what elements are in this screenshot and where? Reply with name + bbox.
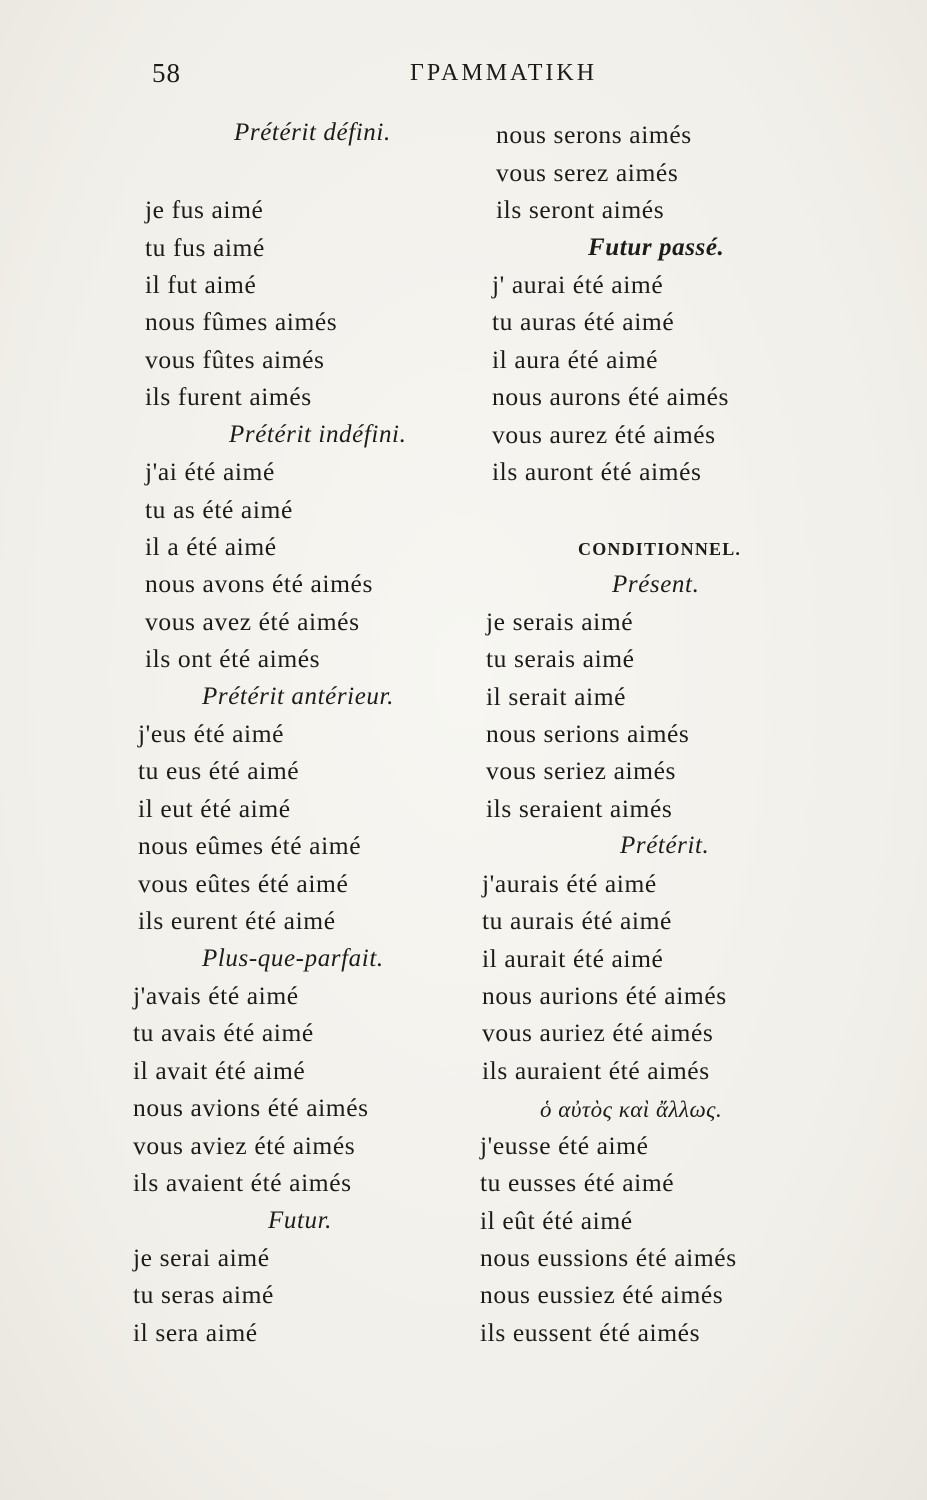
conjugation-line: vous auriez été aimés: [482, 1018, 714, 1047]
conjugation-line: vous aurez été aimés: [492, 420, 716, 449]
conjugation-line: nous avions été aimés: [133, 1093, 369, 1122]
conjugation-line: ils auraient été aimés: [482, 1056, 710, 1085]
heading-preterit-indefini: Prétérit indéfini.: [229, 421, 407, 448]
conjugation-line: j'aurais été aimé: [482, 869, 657, 898]
conjugation-line: vous serez aimés: [496, 158, 679, 187]
conjugation-line: nous eussions été aimés: [480, 1243, 737, 1272]
conjugation-line: il eût été aimé: [480, 1206, 633, 1235]
conjugation-line: ils eussent été aimés: [480, 1318, 701, 1347]
heading-conditionnel: CONDITIONNEL.: [578, 539, 742, 559]
conjugation-line: nous serons aimés: [496, 120, 692, 149]
heading-preterit-defini: Prétérit défini.: [234, 119, 391, 146]
heading-futur-passe: Futur passé.: [588, 234, 725, 261]
conjugation-line: il a été aimé: [145, 532, 277, 561]
conjugation-line: il eut été aimé: [138, 794, 291, 823]
conjugation-line: nous fûmes aimés: [145, 307, 338, 336]
conjugation-line: vous eûtes été aimé: [138, 869, 349, 898]
conjugation-line: il aurait été aimé: [482, 944, 664, 973]
conjugation-line: je serai aimé: [133, 1243, 270, 1272]
conjugation-line: vous avez été aimés: [145, 607, 360, 636]
conjugation-line: il avait été aimé: [133, 1056, 306, 1085]
conjugation-line: ils eurent été aimé: [138, 906, 336, 935]
conjugation-line: je serais aimé: [486, 607, 634, 636]
running-head: ΓΡΑΜΜΑΤΙΚΗ: [410, 60, 598, 86]
conjugation-line: tu as été aimé: [145, 495, 293, 524]
conjugation-line: j'avais été aimé: [133, 981, 299, 1010]
conjugation-line: il fut aimé: [145, 270, 257, 299]
conjugation-line: tu avais été aimé: [133, 1018, 314, 1047]
conjugation-line: vous aviez été aimés: [133, 1131, 356, 1160]
conjugation-line: ils furent aimés: [145, 382, 312, 411]
conjugation-line: tu serais aimé: [486, 644, 635, 673]
conjugation-line: vous fûtes aimés: [145, 345, 325, 374]
heading-autos-kai-allos: ὁ αὐτὸς καὶ ἄλλως.: [540, 1097, 723, 1122]
heading-preterit: Prétérit.: [620, 832, 710, 859]
conjugation-line: ils avaient été aimés: [133, 1168, 352, 1197]
conjugation-line: tu fus aimé: [145, 233, 265, 262]
heading-futur: Futur.: [268, 1207, 333, 1234]
conjugation-line: ils seraient aimés: [486, 794, 673, 823]
conjugation-line: nous aurons été aimés: [492, 382, 730, 411]
conjugation-line: tu auras été aimé: [492, 307, 675, 336]
conjugation-line: vous seriez aimés: [486, 756, 677, 785]
conjugation-line: je fus aimé: [145, 195, 264, 224]
conjugation-line: j' aurai été aimé: [492, 270, 664, 299]
heading-plus-que-parfait: Plus-que-parfait.: [202, 945, 384, 972]
conjugation-line: ils seront aimés: [496, 195, 665, 224]
conjugation-line: nous aurions été aimés: [482, 981, 727, 1010]
conjugation-line: nous eussiez été aimés: [480, 1280, 724, 1309]
conjugation-line: ils ont été aimés: [145, 644, 321, 673]
conjugation-line: il sera aimé: [133, 1318, 258, 1347]
conjugation-line: tu eus été aimé: [138, 756, 300, 785]
heading-preterit-anterieur: Prétérit antérieur.: [202, 683, 394, 710]
conjugation-line: j'eus été aimé: [138, 719, 285, 748]
conjugation-line: nous serions aimés: [486, 719, 690, 748]
conjugation-line: ils auront été aimés: [492, 457, 702, 486]
conjugation-line: tu aurais été aimé: [482, 906, 672, 935]
conjugation-line: tu seras aimé: [133, 1280, 274, 1309]
conjugation-line: j'eusse été aimé: [480, 1131, 649, 1160]
heading-present: Présent.: [612, 571, 700, 598]
conjugation-line: j'ai été aimé: [145, 457, 275, 486]
conjugation-line: tu eusses été aimé: [480, 1168, 675, 1197]
page-number: 58: [152, 58, 181, 88]
conjugation-line: il serait aimé: [486, 682, 627, 711]
conjugation-line: il aura été aimé: [492, 345, 659, 374]
conjugation-line: nous avons été aimés: [145, 569, 373, 598]
conjugation-line: nous eûmes été aimé: [138, 831, 362, 860]
